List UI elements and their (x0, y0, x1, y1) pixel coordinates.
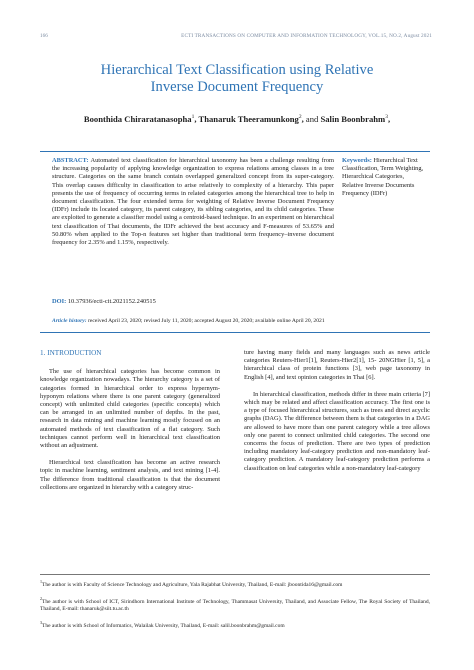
article-history (52, 318, 325, 324)
abstract-box (40, 151, 430, 333)
history-text: received April 23, 2020; revised July 11, 2020; accepted August 20, 2020; available online April 20, 2021 (88, 318, 325, 324)
title-line-1: Hierarchical Text Classification using Relative (100, 62, 374, 78)
author-1: Boonthida Chiraratanasopha (83, 114, 192, 124)
author-2: Thanaruk Theeramunkong (198, 114, 299, 124)
intro-paragraph-1: The use of hierarchical categories has become common in knowledge organization nowadays. The hierarchy category is a set of categories formed in hierarchical order to express hypernym-hyponym relations where there is one parent category (generalized concept) with unlimited child categories (specific concepts) which can be arranged in an unlimited number of depths. In the past, research in data mining and machine learning mostly focused on an automated methods of text classification of a flat category. Such techniques cannot perform well in hierarchical text classification without an adjustment. (40, 368, 220, 450)
author-and: and (305, 114, 319, 124)
keywords (342, 157, 424, 198)
title-line-2: Inverse Document Frequency (150, 79, 324, 95)
footnote-2-mark: 2 (40, 596, 42, 602)
page-number: 166 (40, 33, 48, 39)
running-header (0, 33, 474, 43)
author-list: Boonthida Chiraratanasopha$^1$, Thanaruk Theeramunkong$^2$, and Salin Boonbrahm$^3$, (83, 114, 391, 124)
footnotes (40, 578, 430, 636)
footnote-1-text: The author is with Faculty of Science Technology and Agriculture, Yala Rajabhat University, Thailand, E-mail: jboontida16@gmail.com (42, 581, 343, 588)
doi-label: DOI: (52, 298, 67, 305)
journal-name: ECTI TRANSACTIONS ON COMPUTER AND INFORMATION TECHNOLOGY, VOL.15, NO.2, August 2021 (181, 33, 432, 39)
footnote-3-mark: 3 (40, 620, 42, 626)
right-column (244, 349, 430, 482)
keywords-text: Hierarchical Text Classification, Term Weighting, Hierarchical Categories, Relative Inverse Documents Frequency (IDFr) (342, 157, 424, 197)
footnote-1-mark: 1 (40, 579, 42, 584)
footnote-2 (40, 595, 430, 613)
doi-value[interactable]: 10.37936/ecti-cit.2021152.240515 (67, 298, 156, 305)
intro-paragraph-4: In hierarchical classification, methods differ in three main criteria [7] which may be related and affect classification accuracy. The first one is a type of focused hierarchical structures, such as trees and direct acyclic graphs (DAG). The difference between them is that categories in a DAG are allowed to have more than one parent category while a tree allows only one parent to connect unlimited child categories. The second one concerns the focus of prediction. There are two types of prediction including mandatory leaf-category prediction and non-mandatory leaf-category prediction. A mandatory leaf-category prediction performs a classification on leaf categories while a non-mandatory leaf-category (244, 390, 430, 472)
history-label: Article history: (52, 318, 87, 324)
author-1-affil: 1 (191, 114, 195, 121)
abstract-label: ABSTRACT: (52, 157, 89, 164)
paper-title (20, 62, 454, 96)
author-2-affil: 2 (298, 114, 302, 121)
intro-paragraph-3: ture having many fields and many languages such as news article categories Reuters-Hier1[1], Reuters-Hier2[1], 15- 20NGHier [1, 5], a hierarchical class of protein functions [3], web page taxonomy in English [4], and text opinion categories in Thai [6]. (244, 349, 430, 381)
abstract (52, 157, 334, 247)
left-column (40, 349, 220, 501)
intro-paragraph-2: Hierarchical text classification has become an active research topic in machine learning, sentiment analysis, and text mining [1-4]. The difference from traditional classification is that the document collections are organized in hierarchy with a category struc- (40, 459, 220, 491)
keywords-label: Keywords: (342, 157, 372, 164)
footnote-3 (40, 619, 430, 630)
footnote-2-text: The author is with School of ICT, Sirindhorn International Institute of Technology, Thammasat University, Thailand, and Associate Fellow, The Royal Society of Thailand, Thailand, E-mail: thanaruk@siit.tu.ac.th (40, 598, 430, 613)
footnote-1 (40, 578, 430, 589)
footnote-3-text: The author is with School of Informatics, Walailak University, Thailand, E-mail: salil.boonbrahm@gmail.com (42, 623, 285, 630)
author-3-affil: 3 (385, 114, 388, 121)
abstract-text: Automated text classification for hierarchical taxonomy has been a challenge resulting from the increasing popularity of applying knowledge organization to express relations among classes in a tree structure. Categories on the same branch contain overlapped generalized concept from its super-category. This overlap causes difficulty in classification to arise relatively to complexity of a hierarchy. This paper presents the use of frequency of occurring terms in related categories among the hierarchical tree to help in document classification. The four extended terms for weighting of Relative Inverse Document Frequency (IDFr) include its located category, its parent category, its sibling categories, and its child categories. These are exploited to generate a classifier model using a centroid-based technique. In an experiment on hierarchical text classification of Thai documents, the IDFr achieved the best accuracy and F-measures of 53.65% and 50.80% when applied to the Top-n features set higher than traditional term frequency–inverse document frequency for 2.35% and 1.15%, respectively. (52, 157, 335, 247)
author-3: Salin Boonbrahm (320, 114, 386, 124)
footnote-divider (40, 574, 430, 575)
section-heading-introduction: 1. INTRODUCTION (40, 349, 102, 357)
doi (52, 298, 156, 305)
